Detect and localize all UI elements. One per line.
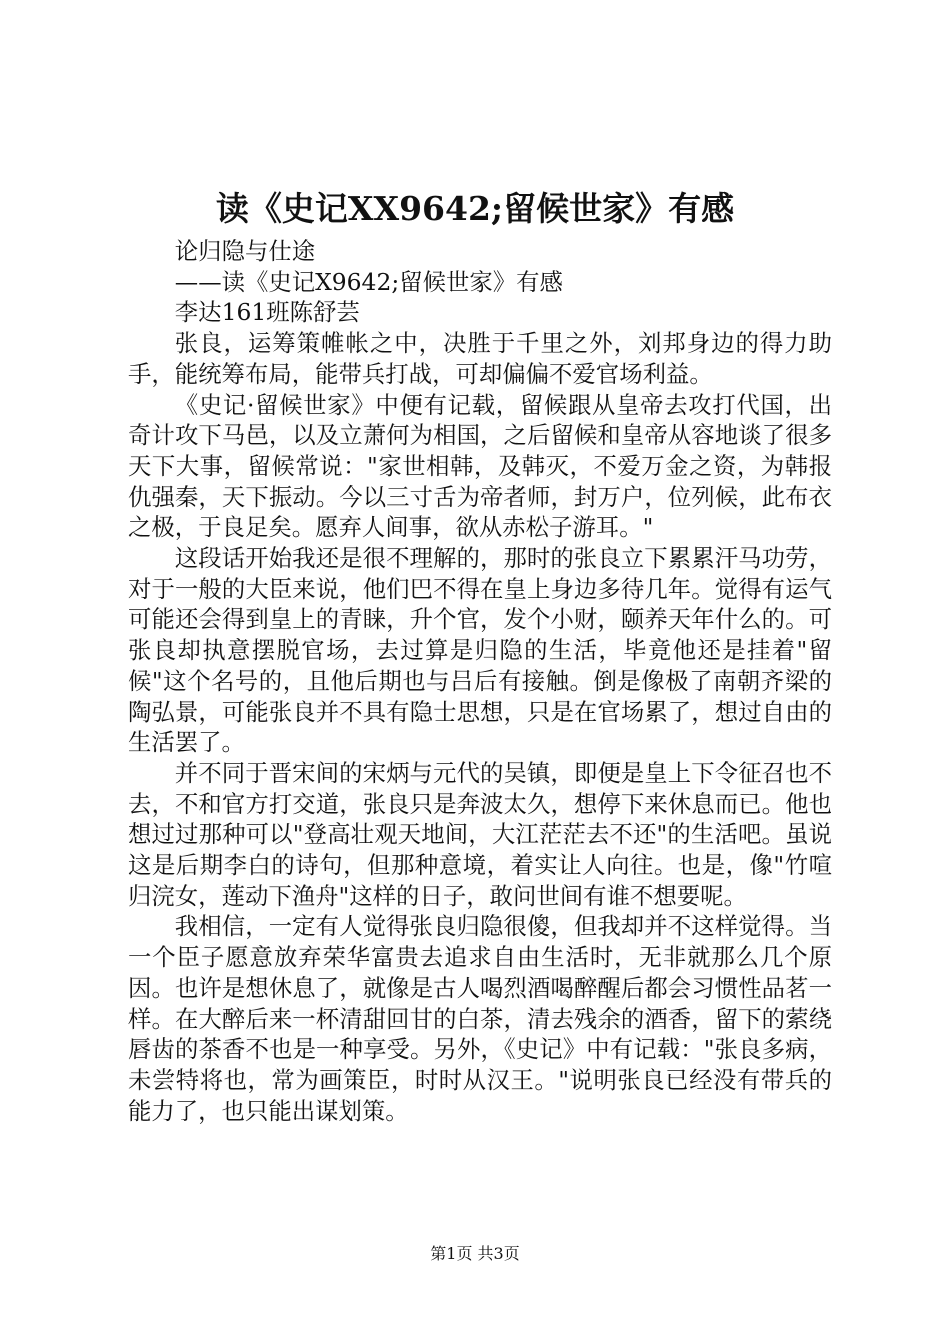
page-footer: 第1页 共3页: [430, 1244, 520, 1263]
subtitle: 论归隐与仕途: [174, 237, 316, 265]
subtitle-reading: ——读《史记X9642;留候世家》有感: [174, 267, 563, 296]
paragraph: 并不同于晋宋间的宋炳与元代的吴镇，即便是皇上下令征召也不去，不和官方打交道，张良只是奔波太久，想停下来休息而已。他也想过过那种可以"登高壮观天地间，大江茫茫去不还"的生活吧。虽说这是后期李白的诗句，但那种意境，着实让人向往。也是，像"竹喧归浣女，莲动下渔舟"这样的日子，敢问世间有谁不想要呢。: [128, 758, 832, 910]
paragraph: 这段话开始我还是很不理解的，那时的张良立下累累汗马功劳，对于一般的大臣来说，他们巴不得在皇上身边多待几年。觉得有运气可能还会得到皇上的青睐，升个官，发个小财，颐养天年什么的。可张良却执意摆脱官场，去过算是归隐的生活，毕竟他还是挂着"留候"这个名号的，且他后期也与吕后有接触。倒是像极了南朝齐梁的陶弘景，可能张良并不具有隐士思想，只是在官场累了，想过自由的生活罢了。: [128, 544, 832, 757]
author-line: 李达161班陈舒芸: [174, 298, 360, 327]
document-body: [128, 236, 832, 1126]
paragraph: 张良，运筹策帷帐之中，决胜于千里之外，刘邦身边的得力助手，能统筹布局，能带兵打战，可却偏偏不爱官场利益。: [128, 329, 832, 388]
document-title: 读《史记XX9642;留候世家》有感: [215, 189, 735, 228]
paragraph: 我相信，一定有人觉得张良归隐很傻，但我却并不这样觉得。当一个臣子愿意放弃荣华富贵去追求自由生活时，无非就那么几个原因。也许是想休息了，就像是古人喝烈酒喝醉醒后都会习惯性品茗一样。在大醉后来一杯清甜回甘的白茶，清去残余的酒香，留下的萦绕唇齿的茶香不也是一种享受。另外，《史记》中有记载："张良多病，未尝特将也，常为画策臣，时时从汉王。"说明张良已经没有带兵的能力了，也只能出谋划策。: [128, 912, 832, 1125]
paragraph: 《史记·留候世家》中便有记载，留候跟从皇帝去攻打代国，出奇计攻下马邑，以及立萧何为相国，之后留候和皇帝从容地谈了很多天下大事，留候常说："家世相韩，及韩灭，不爱万金之资，为韩报仇强秦，天下振动。今以三寸舌为帝者师，封万户，位列候，此布衣之极，于良足矣。愿弃人间事，欲从赤松子游耳。": [128, 390, 832, 542]
